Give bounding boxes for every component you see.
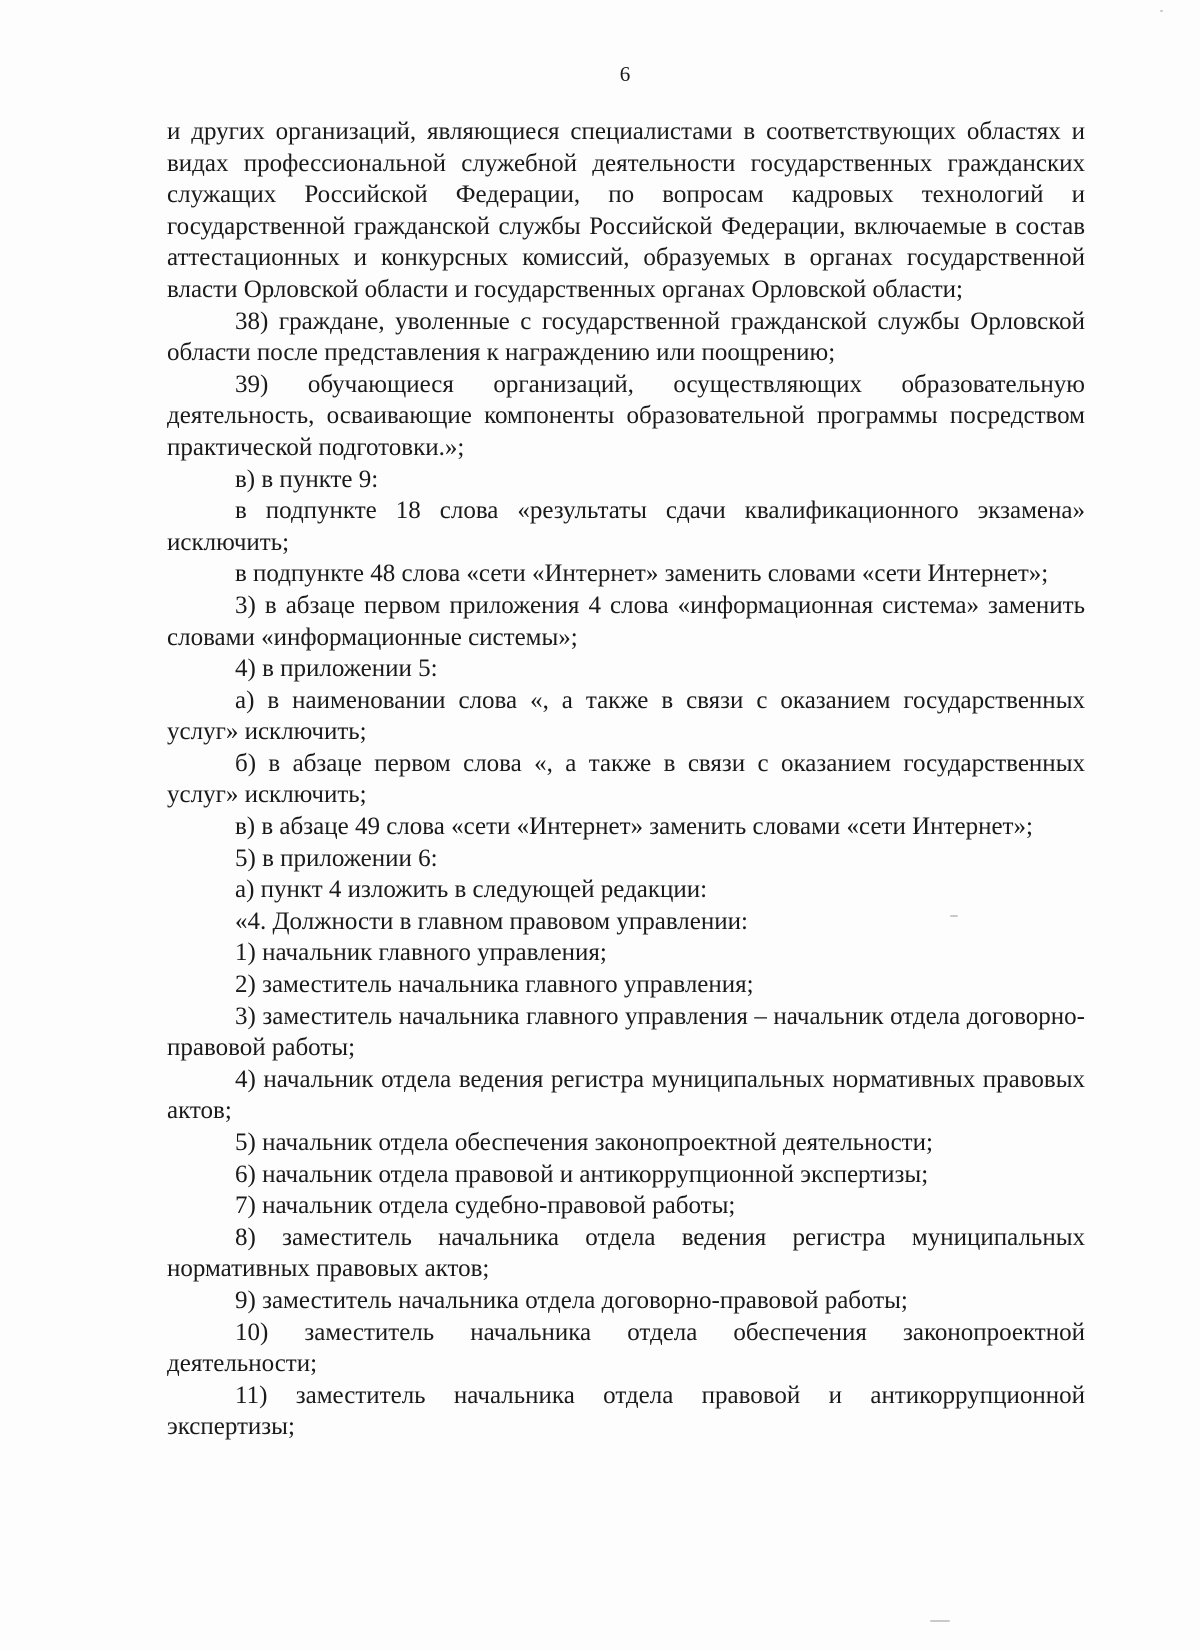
paragraph: 3) заместитель начальника главного управления – начальник отдела договорно-правовой работы;	[167, 1002, 1085, 1062]
paragraph: 4) начальник отдела ведения регистра муниципальных нормативных правовых актов;	[167, 1065, 1085, 1125]
paragraph: в) в абзаце 49 слова «сети «Интернет» заменить словами «сети Интернет»;	[235, 813, 1033, 841]
scan-speck	[1160, 10, 1163, 12]
paragraph: «4. Должности в главном правовом управлении:	[235, 907, 748, 935]
paragraph: 5) в приложении 6:	[235, 844, 438, 872]
page-number: 6	[619, 62, 631, 86]
paragraph: в подпункте 18 слова «результаты сдачи квалификационного экзамена» исключить;	[167, 497, 1085, 556]
paragraph: 5) начальник отдела обеспечения законопроектной деятельности;	[235, 1129, 933, 1156]
paragraph: 4) в приложении 5:	[235, 655, 438, 683]
paragraph: 11) заместитель начальника отдела правовой и антикоррупционной экспертизы;	[167, 1381, 1085, 1441]
paragraph: 3) в абзаце первом приложения 4 слова «информационная система» заменить словами «информационные системы»;	[167, 591, 1085, 651]
paragraph: в) в пункте 9:	[235, 465, 379, 493]
paragraph: 1) начальник главного управления;	[235, 939, 607, 967]
paragraph: 9) заместитель начальника отдела договорно-правовой работы;	[235, 1286, 908, 1314]
scan-speck	[950, 915, 958, 917]
paragraph: в подпункте 48 слова «сети «Интернет» заменить словами «сети Интернет»;	[235, 560, 1049, 588]
paragraph: а) пункт 4 изложить в следующей редакции:	[235, 876, 708, 904]
scan-speck	[930, 1620, 950, 1622]
paragraph: 2) заместитель начальника главного управления;	[235, 971, 754, 999]
paragraph: а) в наименовании слова «, а также в связи с оказанием государственных услуг» исключить;	[167, 686, 1085, 746]
paragraph: 10) заместитель начальника отдела обеспечения законопроектной деятельности;	[167, 1318, 1085, 1378]
paragraph: 7) начальник отдела судебно-правовой работы;	[235, 1192, 736, 1220]
document-body	[167, 116, 1085, 1443]
paragraph: 38) граждане, уволенные с государственной гражданской службы Орловской области после представления к награждению или поощрению;	[167, 307, 1085, 367]
paragraph: 39) обучающиеся организаций, осуществляющих образовательную деятельность, осваивающие компоненты образовательной программы посредством практической подготовки.»;	[167, 370, 1085, 461]
paragraph: б) в абзаце первом слова «, а также в связи с оказанием государственных услуг» исключить;	[167, 749, 1085, 809]
paragraph: 6) начальник отдела правовой и антикоррупционной экспертизы;	[235, 1160, 929, 1188]
paragraph: и других организаций, являющиеся специалистами в соответствующих областях и видах профессиональной служебной деятельности государственных гражданских служащих Российской Федерации, по вопросам кадровых технологий и государственной гражданской службы Российской Федерации, включаемые в состав аттестационных и конкурсных комиссий, образуемых в органах государственной власти Орловской области и государственных органах Орловской области;	[167, 118, 1085, 303]
paragraph: 8) заместитель начальника отдела ведения регистра муниципальных нормативных правовых актов;	[167, 1223, 1085, 1283]
